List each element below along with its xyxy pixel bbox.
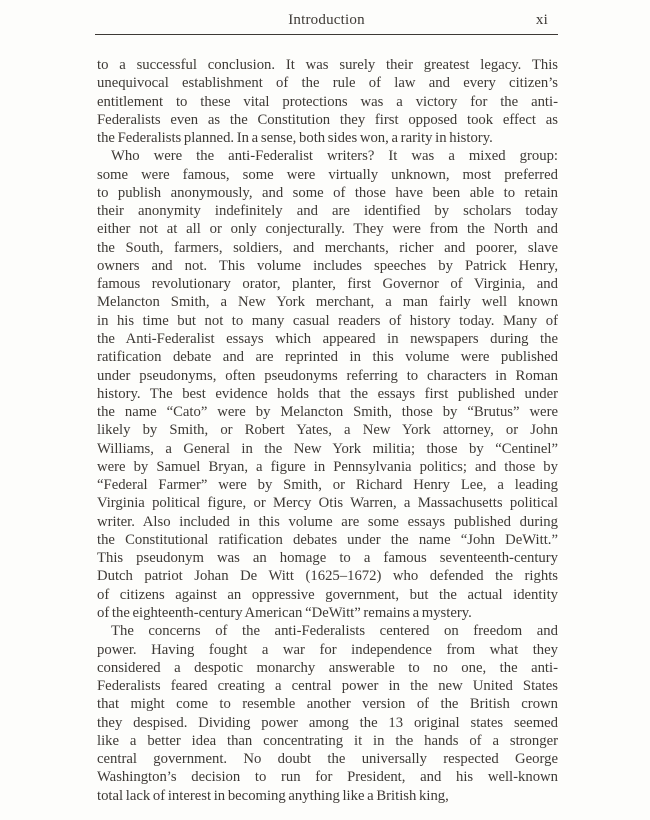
text-line: either not at all or only conjecturally. They were from the North and: [97, 221, 558, 238]
text-line: of the eighteenth-century American “DeWitt” remains a mystery.: [97, 604, 472, 621]
text-line: the Constitutional ratification debates under the name “John DeWitt.”: [97, 531, 558, 548]
text-line: the Anti-Federalist essays which appeared in newspapers during the: [97, 330, 558, 347]
text-line: unequivocal establishment of the rule of law and every citizen’s: [97, 75, 558, 92]
text-line: Dutch patriot Johan De Witt (1625–1672) who defended the rights: [97, 568, 558, 585]
text-line: they despised. Dividing power among the 13 original states seemed: [97, 714, 558, 731]
paragraph: [97, 147, 558, 622]
text-line: This pseudonym was an homage to a famous seventeenth-century: [97, 550, 558, 567]
paragraph: [97, 622, 558, 805]
text-line: likely by Smith, or Robert Yates, a New York attorney, or John: [97, 422, 558, 439]
text-line: the name “Cato” were by Melancton Smith, those by “Brutus” were: [97, 404, 558, 421]
text-line: in his time but not to many casual readers of history today. Many of: [97, 312, 558, 329]
text-line: Virginia political figure, or Mercy Otis Warren, a Massachusetts political: [97, 495, 558, 512]
text-line: central government. No doubt the universally respected George: [97, 751, 558, 768]
text-line: under pseudonyms, often pseudonyms referring to characters in Roman: [97, 367, 558, 384]
text-line: entitlement to these vital protections was a victory for the anti-: [97, 93, 558, 110]
text-line: the South, farmers, soldiers, and merchants, richer and poorer, slave: [97, 239, 558, 256]
text-line: that might come to resemble another version of the British crown: [97, 696, 558, 713]
text-line: to publish anonymously, and some of those have been able to retain: [97, 184, 558, 201]
text-line: owners and not. This volume includes speeches by Patrick Henry,: [97, 257, 558, 274]
text-line: writer. Also included in this volume are some essays published during: [97, 513, 558, 530]
text-line: of citizens against an oppressive government, but the actual identity: [97, 586, 558, 603]
text-line: The concerns of the anti-Federalists centered on freedom and: [111, 623, 558, 640]
text-line: some were famous, some were virtually unknown, most preferred: [97, 166, 558, 183]
text-line: their anonymity indefinitely and are identified by scholars today: [97, 203, 558, 220]
text-line: Federalists feared creating a central power in the new United States: [97, 678, 558, 695]
text-line: were by Samuel Bryan, a figure in Pennsylvania politics; and those by: [97, 458, 558, 475]
text-line: Federalists even as the Constitution they first opposed took effect as: [97, 111, 558, 128]
paragraph: [97, 56, 558, 147]
running-header: [95, 12, 558, 35]
text-line: ratification debate and are reprinted in this volume were published: [97, 349, 558, 366]
text-line: power. Having fought a war for independence from what they: [97, 641, 558, 658]
text-line: total lack of interest in becoming anything like a British king,: [97, 787, 449, 804]
text-line: Williams, a General in the New York militia; those by “Centinel”: [97, 440, 558, 457]
text-line: Who were the anti-Federalist writers? It was a mixed group:: [111, 148, 558, 165]
text-line: considered a despotic monarchy answerable to no one, the anti-: [97, 659, 558, 676]
text-line: Melancton Smith, a New York merchant, a man fairly well known: [97, 294, 558, 311]
text-line: the Federalists planned. In a sense, both sides won, a rarity in history.: [97, 130, 493, 147]
text-line: like a better idea than concentrating it in the hands of a stronger: [97, 732, 558, 749]
page-body: [97, 56, 558, 805]
page-title: Introduction: [288, 12, 365, 28]
text-line: famous revolutionary orator, planter, first Governor of Virginia, and: [97, 276, 558, 293]
text-line: Washington’s decision to run for President, and his well-known: [97, 769, 558, 786]
text-line: to a successful conclusion. It was surely their greatest legacy. This: [97, 57, 558, 73]
text-line: history. The best evidence holds that the essays first published under: [97, 385, 558, 402]
page-number: xi: [535, 12, 548, 28]
text-line: “Federal Farmer” were by Smith, or Richard Henry Lee, a leading: [97, 477, 558, 494]
